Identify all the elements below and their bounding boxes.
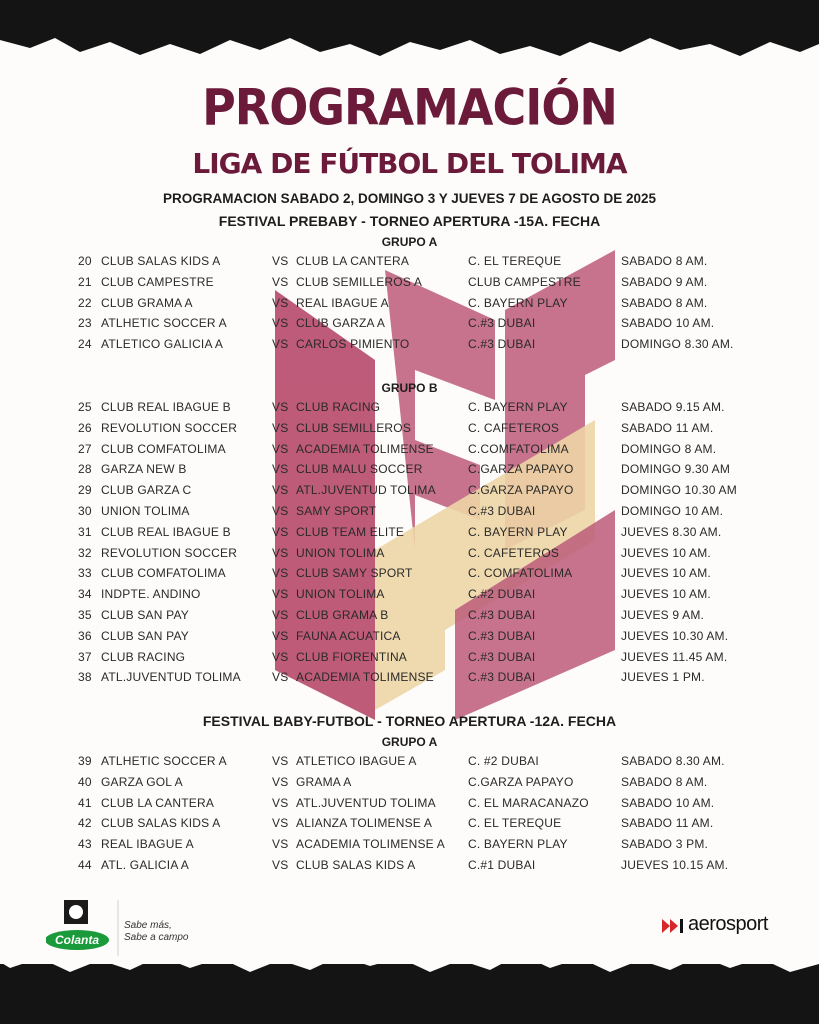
versus-label: VS xyxy=(272,607,289,622)
versus-label: VS xyxy=(272,503,289,518)
match-venue: C.#3 DUBAI xyxy=(468,337,536,352)
match-venue: C. BAYERN PLAY xyxy=(468,524,568,539)
versus-label: VS xyxy=(272,400,289,414)
match-time: JUEVES 10.30 AM. xyxy=(621,628,729,643)
match-row xyxy=(0,794,819,815)
away-team: CLUB TEAM ELITE xyxy=(296,524,405,539)
home-team: CLUB COMFATOLIMA xyxy=(101,566,226,581)
match-number: 43 xyxy=(78,837,92,852)
match-venue: C. EL TEREQUE xyxy=(468,816,562,831)
home-team: ATLHETIC SOCCER A xyxy=(101,316,227,331)
versus-label: VS xyxy=(272,316,289,331)
away-team: CLUB SEMILLEROS xyxy=(296,420,412,435)
torn-paper-top-edge xyxy=(0,0,819,70)
group-b-label: GRUPO B xyxy=(381,381,438,395)
away-team: FAUNA ACUATICA xyxy=(296,628,401,643)
match-venue: C. EL MARACANAZO xyxy=(468,795,589,810)
match-row xyxy=(0,773,819,794)
away-team: ACADEMIA TOLIMENSE xyxy=(296,670,434,685)
match-venue: C.#3 DUBAI xyxy=(468,670,536,685)
match-time: JUEVES 9 AM. xyxy=(621,607,705,622)
match-number: 44 xyxy=(78,857,92,872)
match-time: DOMINGO 10.30 AM xyxy=(621,483,737,498)
home-team: ATLHETIC SOCCER A xyxy=(101,754,227,768)
match-row xyxy=(0,856,819,877)
home-team: REAL IBAGUE A xyxy=(101,837,194,852)
versus-label: VS xyxy=(272,295,289,310)
home-team: ATL.JUVENTUD TOLIMA xyxy=(101,670,241,685)
versus-label: VS xyxy=(272,587,289,602)
versus-label: VS xyxy=(272,420,289,435)
match-venue: C. BAYERN PLAY xyxy=(468,837,568,852)
colanta-sponsor xyxy=(46,900,196,956)
match-row xyxy=(0,648,819,669)
match-venue: C.#3 DUBAI xyxy=(468,628,536,643)
versus-label: VS xyxy=(272,524,289,539)
match-number: 40 xyxy=(78,774,92,789)
match-number: 41 xyxy=(78,795,92,810)
aerosport-logo-text: aerosport xyxy=(688,913,768,935)
match-row xyxy=(0,314,819,335)
match-time: DOMINGO 9.30 AM xyxy=(621,462,731,477)
away-team: CLUB RACING xyxy=(296,400,381,414)
match-number: 42 xyxy=(78,816,92,831)
match-row xyxy=(0,440,819,461)
match-number: 21 xyxy=(78,274,92,289)
match-time: JUEVES 11.45 AM. xyxy=(621,649,728,664)
match-venue: C. EL TEREQUE xyxy=(468,254,562,268)
versus-label: VS xyxy=(272,837,289,852)
match-row xyxy=(0,481,819,502)
schedule-dates: PROGRAMACION SABADO 2, DOMINGO 3 Y JUEVES 7 DE AGOSTO DE 2025 xyxy=(162,191,657,206)
match-time: JUEVES 10 AM. xyxy=(621,587,711,602)
match-row xyxy=(0,835,819,856)
home-team: REVOLUTION SOCCER xyxy=(101,545,238,560)
home-team: CLUB RACING xyxy=(101,649,186,664)
versus-label: VS xyxy=(272,483,289,498)
match-number: 36 xyxy=(78,628,92,643)
home-team: CLUB GARZA C xyxy=(101,483,192,498)
match-number: 28 xyxy=(78,462,92,477)
match-number: 38 xyxy=(78,670,92,685)
match-number: 34 xyxy=(78,587,92,602)
match-venue: C. COMFATOLIMA xyxy=(468,566,573,581)
match-venue: C. BAYERN PLAY xyxy=(468,400,568,414)
match-number: 30 xyxy=(78,503,92,518)
babyfutbol-group-a-label: GRUPO A xyxy=(381,735,438,749)
home-team: CLUB SALAS KIDS A xyxy=(101,254,221,268)
away-team: CLUB SALAS KIDS A xyxy=(296,857,416,872)
match-venue: C.#3 DUBAI xyxy=(468,316,536,331)
home-team: CLUB SAN PAY xyxy=(101,628,189,643)
versus-label: VS xyxy=(272,628,289,643)
home-team: GARZA GOL A xyxy=(101,774,183,789)
match-row xyxy=(0,564,819,585)
match-time: SABADO 8.30 AM. xyxy=(621,754,725,768)
away-team: SAMY SPORT xyxy=(296,503,377,518)
match-venue: C.#2 DUBAI xyxy=(468,587,536,602)
versus-label: VS xyxy=(272,649,289,664)
match-time: SABADO 8 AM. xyxy=(621,295,708,310)
match-number: 22 xyxy=(78,295,92,310)
versus-label: VS xyxy=(272,774,289,789)
match-venue: C. CAFETEROS xyxy=(468,420,560,435)
home-team: CLUB LA CANTERA xyxy=(101,795,215,810)
match-number: 33 xyxy=(78,566,92,581)
festival-prebaby-title: FESTIVAL PREBABY - TORNEO APERTURA -15A. FECHA xyxy=(218,213,601,229)
versus-label: VS xyxy=(272,857,289,872)
match-number: 24 xyxy=(78,337,92,352)
match-venue: C.GARZA PAPAYO xyxy=(468,483,574,498)
match-number: 26 xyxy=(78,420,92,435)
home-team: UNION TOLIMA xyxy=(101,503,190,518)
versus-label: VS xyxy=(272,254,289,268)
festival-babyfutbol-title: FESTIVAL BABY-FUTBOL - TORNEO APERTURA -12A. FECHA xyxy=(202,713,617,729)
versus-label: VS xyxy=(272,545,289,560)
match-time: DOMINGO 8 AM. xyxy=(621,441,717,456)
match-row xyxy=(0,544,819,565)
home-team: GARZA NEW B xyxy=(101,462,187,477)
home-team: CLUB REAL IBAGUE B xyxy=(101,400,231,414)
home-team: CLUB REAL IBAGUE B xyxy=(101,524,231,539)
home-team: REVOLUTION SOCCER xyxy=(101,420,238,435)
page-subtitle: LIGA DE FÚTBOL DEL TOLIMA xyxy=(192,147,627,180)
match-number: 20 xyxy=(78,254,92,268)
away-team: ACADEMIA TOLIMENSE A xyxy=(296,837,445,852)
match-time: SABADO 9 AM. xyxy=(621,274,708,289)
match-number: 31 xyxy=(78,524,92,539)
match-time: SABADO 3 PM. xyxy=(621,837,709,852)
match-venue: C. BAYERN PLAY xyxy=(468,295,568,310)
match-row xyxy=(0,668,819,689)
match-venue: C.COMFATOLIMA xyxy=(468,441,569,456)
match-time: DOMINGO 10 AM. xyxy=(621,503,724,518)
home-team: CLUB CAMPESTRE xyxy=(101,274,214,289)
prebaby-group-a-table xyxy=(0,252,819,356)
versus-label: VS xyxy=(272,462,289,477)
home-team: CLUB COMFATOLIMA xyxy=(101,441,226,456)
away-team: ACADEMIA TOLIMENSE xyxy=(296,441,434,456)
away-team: CLUB LA CANTERA xyxy=(296,254,410,268)
match-time: JUEVES 10.15 AM. xyxy=(621,857,729,872)
versus-label: VS xyxy=(272,566,289,581)
match-time: SABADO 8 AM. xyxy=(621,774,708,789)
match-venue: C.#1 DUBAI xyxy=(468,857,536,872)
away-team: UNION TOLIMA xyxy=(296,587,385,602)
page-title: PROGRAMACIÓN xyxy=(202,78,617,137)
match-time: JUEVES 1 PM. xyxy=(621,670,705,685)
match-time: SABADO 8 AM. xyxy=(621,254,708,268)
match-venue: C.#3 DUBAI xyxy=(468,607,536,622)
match-time: SABADO 9.15 AM. xyxy=(621,400,725,414)
away-team: CLUB GARZA A xyxy=(296,316,386,331)
match-venue: C. #2 DUBAI xyxy=(468,754,539,768)
away-team: CLUB SAMY SPORT xyxy=(296,566,413,581)
babyfutbol-group-a-table xyxy=(0,752,819,877)
versus-label: VS xyxy=(272,670,289,685)
versus-label: VS xyxy=(272,441,289,456)
match-venue: CLUB CAMPESTRE xyxy=(468,274,581,289)
colanta-slogan-line-1: Sabe más, xyxy=(124,920,172,931)
colanta-logo-text: Colanta xyxy=(54,933,99,947)
match-number: 35 xyxy=(78,607,92,622)
home-team: ATL. GALICIA A xyxy=(101,857,189,872)
away-team: ATL.JUVENTUD TOLIMA xyxy=(296,483,436,498)
away-team: CLUB MALU SOCCER xyxy=(296,462,423,477)
match-time: SABADO 10 AM. xyxy=(621,316,715,331)
match-time: DOMINGO 8.30 AM. xyxy=(621,337,734,352)
away-team: ALIANZA TOLIMENSE A xyxy=(296,816,433,831)
group-a-label: GRUPO A xyxy=(381,235,438,249)
match-row xyxy=(0,523,819,544)
versus-label: VS xyxy=(272,795,289,810)
home-team: CLUB GRAMA A xyxy=(101,295,193,310)
match-venue: C.#3 DUBAI xyxy=(468,503,536,518)
home-team: ATLETICO GALICIA A xyxy=(101,337,224,352)
match-number: 25 xyxy=(78,400,92,414)
match-number: 27 xyxy=(78,441,92,456)
away-team: REAL IBAGUE A xyxy=(296,295,389,310)
colanta-slogan-line-2: Sabe a campo xyxy=(124,932,189,943)
match-row xyxy=(0,398,819,419)
versus-label: VS xyxy=(272,754,289,768)
match-row xyxy=(0,460,819,481)
match-row xyxy=(0,627,819,648)
match-row xyxy=(0,335,819,356)
match-time: JUEVES 10 AM. xyxy=(621,545,711,560)
away-team: CLUB GRAMA B xyxy=(296,607,389,622)
match-row xyxy=(0,252,819,273)
match-number: 37 xyxy=(78,649,92,664)
match-row xyxy=(0,502,819,523)
home-team: CLUB SAN PAY xyxy=(101,607,189,622)
away-team: ATLETICO IBAGUE A xyxy=(296,754,417,768)
match-row xyxy=(0,585,819,606)
match-row xyxy=(0,294,819,315)
away-team: CLUB SEMILLEROS A xyxy=(296,274,423,289)
match-time: SABADO 11 AM. xyxy=(621,420,714,435)
versus-label: VS xyxy=(272,816,289,831)
away-team: ATL.JUVENTUD TOLIMA xyxy=(296,795,436,810)
home-team: CLUB SALAS KIDS A xyxy=(101,816,221,831)
versus-label: VS xyxy=(272,337,289,352)
match-time: JUEVES 8.30 AM. xyxy=(621,524,722,539)
versus-label: VS xyxy=(272,274,289,289)
away-team: CLUB FIORENTINA xyxy=(296,649,408,664)
match-row xyxy=(0,606,819,627)
match-row xyxy=(0,752,819,773)
match-row xyxy=(0,419,819,440)
match-number: 39 xyxy=(78,754,92,768)
prebaby-group-b-table xyxy=(0,398,819,689)
match-time: SABADO 10 AM. xyxy=(621,795,715,810)
torn-paper-bottom-edge xyxy=(0,964,819,1024)
match-time: JUEVES 10 AM. xyxy=(621,566,711,581)
away-team: UNION TOLIMA xyxy=(296,545,385,560)
match-number: 23 xyxy=(78,316,92,331)
aerosport-logo-icon xyxy=(662,914,688,938)
match-time: SABADO 11 AM. xyxy=(621,816,714,831)
away-team: GRAMA A xyxy=(296,774,352,789)
match-number: 32 xyxy=(78,545,92,560)
match-number: 29 xyxy=(78,483,92,498)
match-venue: C. CAFETEROS xyxy=(468,545,560,560)
away-team: CARLOS PIMIENTO xyxy=(296,337,410,352)
match-row xyxy=(0,814,819,835)
match-venue: C.GARZA PAPAYO xyxy=(468,774,574,789)
home-team: INDPTE. ANDINO xyxy=(101,587,201,602)
match-row xyxy=(0,273,819,294)
match-venue: C.GARZA PAPAYO xyxy=(468,462,574,477)
match-venue: C.#3 DUBAI xyxy=(468,649,536,664)
